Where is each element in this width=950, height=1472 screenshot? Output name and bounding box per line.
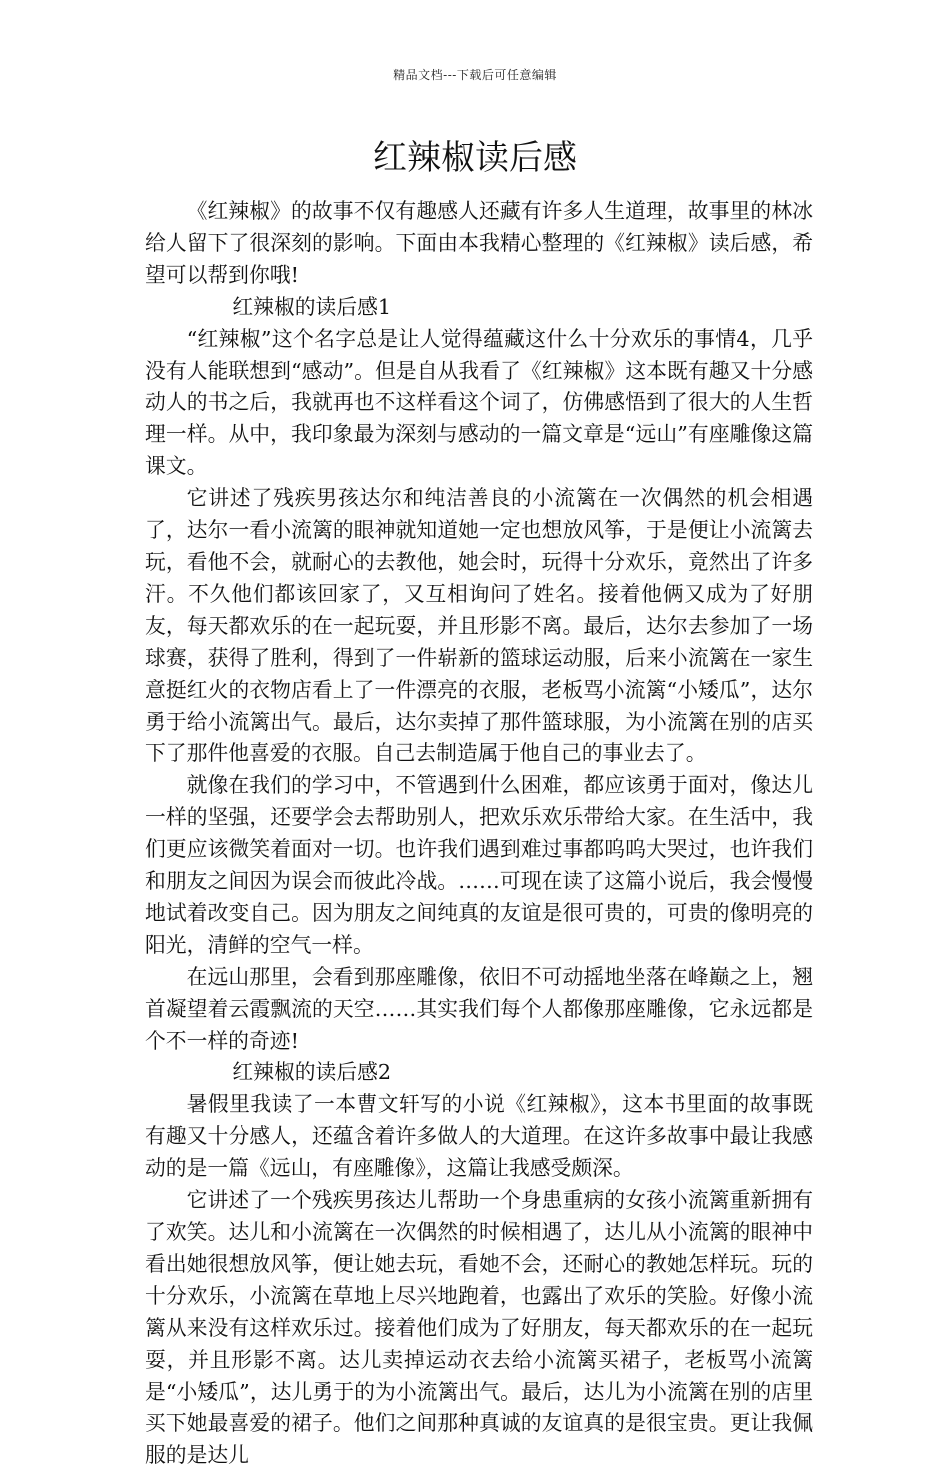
document-body bbox=[145, 196, 813, 1472]
body-paragraph: 它讲述了一个残疾男孩达儿帮助一个身患重病的女孩小流篱重新拥有了欢笑。达儿和小流篱在一次偶然的时候相遇了，达儿从小流篱的眼神中看出她很想放风筝，便让她去玩，看她不会，还耐心的教她怎样玩。玩的十分欢乐，小流篱在草地上尽兴地跑着，也露出了欢乐的笑脸。好像小流篱从来没有这样欢乐过。接着他们成为了好朋友，每天都欢乐的在一起玩耍，并且形影不离。达儿卖掉运动衣去给小流篱买裙子，老板骂小流篱是“小矮瓜”，达儿勇于的为小流篱出气。最后，达儿为小流篱在别的店里买下她最喜爱的裙子。他们之间那种真诚的友谊真的是很宝贵。更让我佩服的是达儿 bbox=[145, 1188, 813, 1468]
page-header: 精品文档---下载后可任意编辑 bbox=[393, 68, 557, 82]
body-paragraph: 《红辣椒》的故事不仅有趣感人还藏有许多人生道理，故事里的林冰给人留下了很深刻的影响。下面由本我精心整理的《红辣椒》读后感，希望可以帮到你哦! bbox=[145, 199, 813, 287]
section-heading: 红辣椒的读后感1 bbox=[232, 294, 392, 319]
body-paragraph: 在远山那里，会看到那座雕像，依旧不可动摇地坐落在峰巅之上，翘首凝望着云霞飘流的天空……其实我们每个人都像那座雕像，它永远都是个不一样的奇迹! bbox=[145, 964, 813, 1053]
body-paragraph: 暑假里我读了一本曹文轩写的小说《红辣椒》，这本书里面的故事既有趣又十分感人，还蕴含着许多做人的大道理。在这许多故事中最让我感动的是一篇《远山，有座雕像》，这篇让我感受颇深。 bbox=[145, 1092, 813, 1181]
document-title: 红辣椒读后感 bbox=[373, 138, 577, 178]
body-paragraph: 它讲述了残疾男孩达尔和纯洁善良的小流篱在一次偶然的机会相遇了，达尔一看小流篱的眼神就知道她一定也想放风筝，于是便让小流篱去玩，看他不会，就耐心的去教他，她会时，玩得十分欢乐，竟然出了许多汗。不久他们都该回家了，又互相询问了姓名。接着他俩又成为了好朋友，每天都欢乐的在一起玩耍，并且形影不离。最后，达尔去参加了一场球赛，获得了胜利，得到了一件崭新的篮球运动服，后来小流篱在一家生意挺红火的衣物店看上了一件漂亮的衣服，老板骂小流篱“小矮瓜”，达尔勇于给小流篱出气。最后，达尔卖掉了那件篮球服，为小流篱在别的店买下了那件他喜爱的衣服。自己去制造属于他自己的事业去了。 bbox=[145, 486, 813, 766]
body-paragraph: 就像在我们的学习中，不管遇到什么困难，都应该勇于面对，像达儿一样的坚强，还要学会去帮助别人，把欢乐欢乐带给大家。在生活中，我们更应该微笑着面对一切。也许我们遇到难过事都呜呜大哭过，也许我们和朋友之间因为误会而彼此冷战。……可现在读了这篇小说后，我会慢慢地试着改变自己。因为朋友之间纯真的友谊是很可贵的，可贵的像明亮的阳光，清鲜的空气一样。 bbox=[145, 773, 813, 957]
section-heading: 红辣椒的读后感2 bbox=[232, 1060, 392, 1085]
body-paragraph: “红辣椒”这个名字总是让人觉得蕴藏这什么十分欢乐的事情4，几乎没有人能联想到“感动”。但是自从我看了《红辣椒》这本既有趣又十分感动人的书之后，我就再也不这样看这个词了，仿佛感悟到了很大的人生哲理一样。从中，我印象最为深刻与感动的一篇文章是“远山”有座雕像这篇课文。 bbox=[145, 326, 813, 479]
